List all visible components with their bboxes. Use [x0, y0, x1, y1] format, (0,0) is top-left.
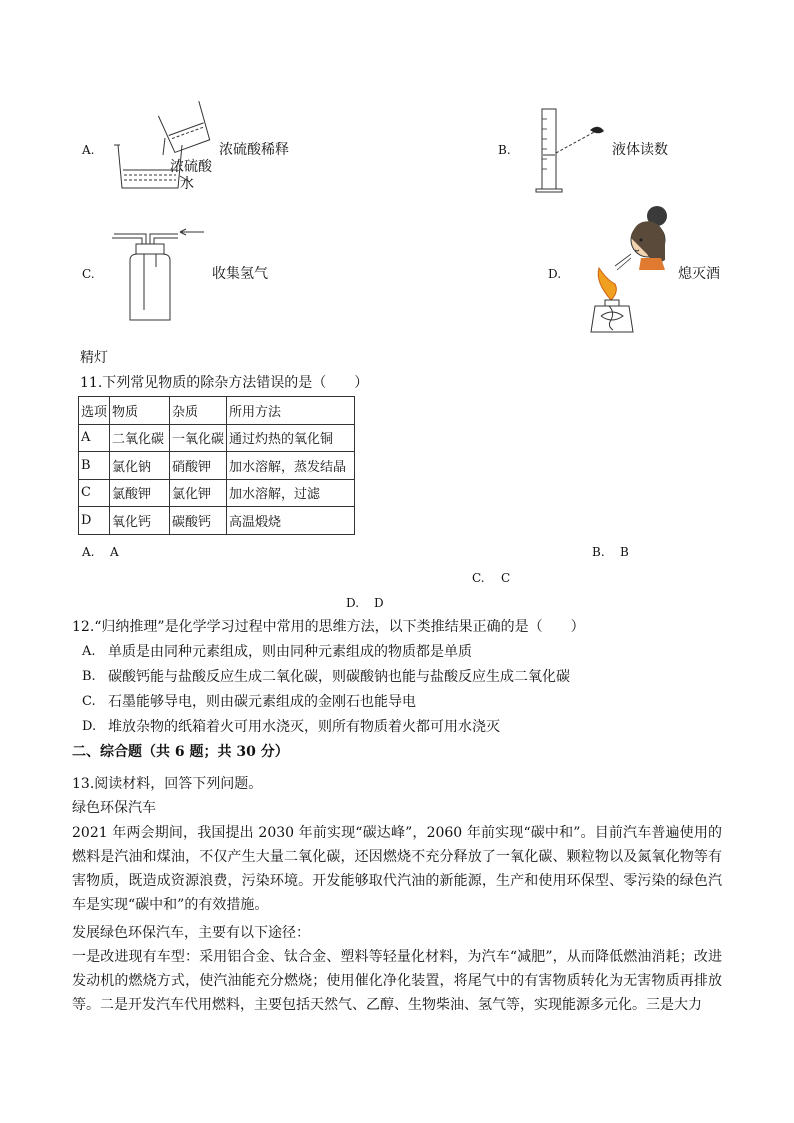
option-c-caption: 收集氢气: [212, 266, 268, 282]
table-cell: 一氧化碳: [170, 424, 227, 452]
option-a-caption: 浓硫酸稀释: [219, 142, 289, 158]
table-cell: 氧化钙: [110, 507, 170, 535]
option-d-caption-continued: 精灯: [80, 350, 108, 366]
q13-paragraph-2: 发展绿色环保汽车，主要有以下途径：: [72, 925, 310, 941]
q11-option-d-text: D: [374, 596, 384, 610]
q11-stem: 11.下列常见物质的除杂方法错误的是（ ）: [80, 375, 369, 391]
table-cell: 通过灼热的氧化铜: [227, 424, 355, 452]
option-c-letter: C.: [82, 267, 95, 281]
table-cell: 碳酸钙: [170, 507, 227, 535]
table-header: 杂质: [170, 397, 227, 425]
q11-options-table: [78, 396, 355, 535]
q11-option-c-letter: C.: [472, 571, 485, 585]
dilution-illustration: [108, 100, 218, 195]
table-cell: 氯化钠: [110, 452, 170, 480]
table-cell: 二氧化碳: [110, 424, 170, 452]
q11-option-d-letter: D.: [346, 596, 360, 610]
section-heading: 二、综合题（共 6 题；共 30 分）: [72, 744, 289, 760]
graduated-cylinder-illustration: [530, 105, 620, 195]
q11-option-a-text: A: [110, 545, 119, 559]
q12-stem: 12.“归纳推理”是化学学习过程中常用的思维方法，以下类推结果正确的是（ ）: [72, 619, 585, 635]
q11-option-c-text: C: [501, 571, 511, 585]
table-header: 所用方法: [227, 397, 355, 425]
option-d-letter: D.: [548, 267, 562, 281]
q12-option-c-text: 石墨能够导电，则由碳元素组成的金刚石也能导电: [108, 694, 416, 710]
table-row: [79, 507, 355, 535]
table-row: [79, 479, 355, 507]
q12-option-a-letter: A.: [82, 644, 96, 659]
table-cell: 加水溶解，蒸发结晶: [227, 452, 355, 480]
table-row: [79, 424, 355, 452]
option-d-caption: 熄灭酒: [678, 266, 720, 282]
q11-option-a-letter: A.: [82, 545, 95, 559]
q12-option-b-text: 碳酸钙能与盐酸反应生成二氧化碳，则碳酸钠也能与盐酸反应生成二氧化碳: [108, 669, 570, 685]
gas-bottle-illustration: [108, 222, 208, 322]
q12-option-d-letter: D.: [82, 719, 97, 734]
acid-label: 浓硫酸: [170, 159, 212, 175]
table-cell: 加水溶解，过滤: [227, 479, 355, 507]
option-b-letter: B.: [498, 143, 511, 157]
q11-option-b-letter: B.: [592, 545, 605, 559]
table-cell: A: [79, 424, 110, 452]
table-cell: 氯化钾: [170, 479, 227, 507]
q11-option-b-text: B: [620, 545, 629, 559]
q12-option-b-letter: B.: [82, 669, 96, 684]
table-cell: 硝酸钾: [170, 452, 227, 480]
table-header: 选项: [79, 397, 110, 425]
q12-option-c-letter: C.: [82, 694, 96, 709]
q13-article-title: 绿色环保汽车: [72, 800, 156, 816]
q13-paragraph-3: 一是改进现有车型：采用铝合金、钛合金、塑料等轻量化材料，为汽车“减肥”，从而降低燃油消耗；改进发动机的燃烧方式，使汽油能充分燃烧；使用催化净化装置，将尾气中的有害物质转化为无害物质再排放等。二是开发汽车代用燃料，主要包括天然气、乙醇、生物柴油、氢气等，实现能源多元化。三是大力: [72, 949, 722, 1013]
q12-option-d-text: 堆放杂物的纸箱着火可用水浇灭，则所有物质着火都可用水浇灭: [108, 719, 500, 735]
table-cell: 高温煅烧: [227, 507, 355, 535]
table-cell: B: [79, 452, 110, 480]
q13-paragraph-1: 2021 年两会期间，我国提出 2030 年前实现“碳达峰”，2060 年前实现“碳中和”。目前汽车普遍使用的燃料是汽油和煤油，不仅产生大量二氧化碳，还因燃烧不充分释放了一氧化碳、颗粒物以及氮氧化物等有害物质，既造成资源浪费，污染环境。开发能够取代汽油的新能源，生产和使用环保型、零污染的绿色汽车是实现“碳中和”的有效措施。: [72, 825, 722, 913]
table-row: [79, 452, 355, 480]
alcohol-lamp-illustration: [585, 200, 675, 340]
q13-stem: 13.阅读材料，回答下列问题。: [72, 776, 263, 792]
option-b-caption: 液体读数: [612, 142, 668, 158]
option-a-letter: A.: [82, 143, 95, 157]
table-header-row: [79, 397, 355, 425]
table-cell: 氯酸钾: [110, 479, 170, 507]
q12-option-a-text: 单质是由同种元素组成，则由同种元素组成的物质都是单质: [108, 644, 472, 660]
table-header: 物质: [110, 397, 170, 425]
table-cell: D: [79, 507, 110, 535]
water-label: 水: [180, 176, 194, 192]
table-cell: C: [79, 479, 110, 507]
